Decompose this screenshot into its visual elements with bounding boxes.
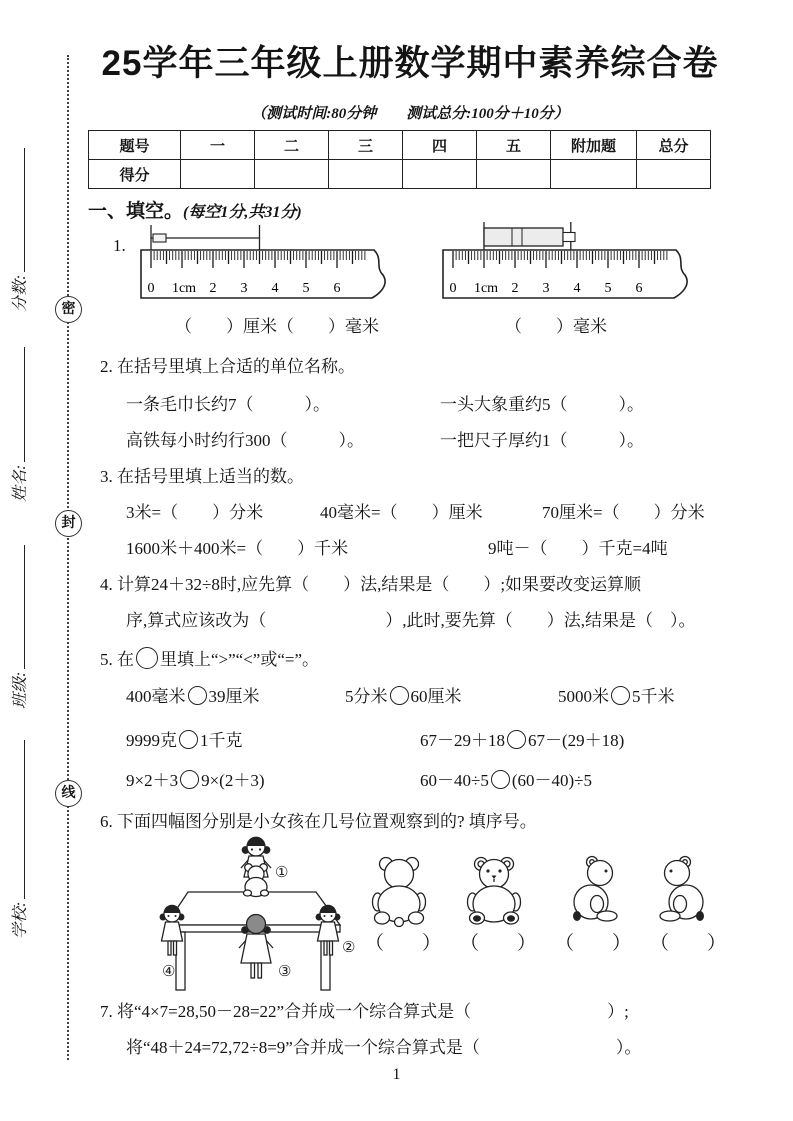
svg-text:6: 6 — [333, 281, 341, 296]
q7-line2: 将“48＋24=72,72÷8=9”合并成一个综合算式是（ ）。 — [126, 1038, 642, 1057]
svg-text:2: 2 — [511, 281, 519, 296]
score-col-5: 五 — [477, 131, 551, 160]
score-col-4: 四 — [403, 131, 477, 160]
compare-circle-icon — [179, 730, 198, 749]
q3-heading — [100, 462, 304, 487]
q2-item-towel: 一条毛巾长约7（ ）。 — [126, 395, 330, 414]
svg-text:0: 0 — [147, 281, 155, 296]
svg-text:5: 5 — [302, 281, 310, 296]
position-label-1: ① — [275, 865, 289, 881]
svg-text:1cm: 1cm — [171, 281, 197, 296]
score-cell — [403, 160, 477, 189]
svg-text:1cm: 1cm — [473, 281, 499, 296]
score-cell — [637, 160, 711, 189]
name-blank-line — [24, 347, 25, 462]
svg-text:2: 2 — [209, 281, 217, 296]
score-cell — [181, 160, 255, 189]
compare-circle-icon — [491, 770, 510, 789]
q5-compare-5: 67－29＋18 67－(29＋18) — [420, 731, 625, 750]
bear-right-side-view — [555, 852, 627, 930]
q4-line2: 序,算式应该改为（ ）,此时,要先算（ ）法,结果是（ ）。 — [126, 611, 696, 630]
score-table-header: 题号 — [89, 131, 181, 160]
score-cell — [255, 160, 329, 189]
svg-text:3: 3 — [542, 281, 550, 296]
q3-item-4: 1600米＋400米=（ ）千米 — [126, 539, 349, 558]
class-field — [6, 545, 30, 709]
score-blank-line — [24, 148, 25, 272]
measured-pin — [151, 225, 260, 250]
class-blank-line — [24, 545, 25, 669]
compare-circle-icon — [136, 647, 158, 669]
q5-compare-3: 5000米 5千米 — [558, 687, 675, 706]
paper-subtitle: （测试时间:80分钟 测试总分:100分＋10分） — [251, 106, 569, 122]
score-col-3: 三 — [329, 131, 403, 160]
score-col-total: 总分 — [637, 131, 711, 160]
q6-answer-blank-1: （ ） — [365, 933, 442, 954]
q2-item-train: 高铁每小时约行300（ ）。 — [126, 431, 364, 450]
q2-heading — [100, 352, 355, 377]
q2-item-elephant: 一头大象重约5（ ）。 — [440, 395, 644, 414]
section1-heading — [88, 196, 302, 223]
q1-answer-right: （ ）毫米 — [505, 317, 607, 336]
seal-char-xian: 线 — [55, 780, 82, 807]
q5-heading — [100, 645, 319, 670]
q7-line1 — [100, 997, 629, 1022]
score-cell — [329, 160, 403, 189]
school-field-label: 学校: — [12, 901, 29, 939]
q5-title-suffix: 里填上“>”“<”或“=”。 — [160, 650, 320, 669]
paper-title: 25学年三年级上册数学期中素养综合卷 — [101, 44, 719, 83]
score-cell — [551, 160, 637, 189]
q7-text-line1: 将“4×7=28,50－28=22”合并成一个综合算式是（ ）; — [117, 1002, 629, 1021]
school-blank-line — [24, 740, 25, 899]
score-cell — [477, 160, 551, 189]
q6-heading — [100, 807, 537, 832]
q6-answer-blank-2: （ ） — [460, 933, 537, 954]
svg-text:5: 5 — [604, 281, 612, 296]
q6-answer-blank-4: （ ） — [650, 933, 727, 954]
q5-compare-4: 9999克 1千克 — [126, 731, 243, 750]
svg-text:4: 4 — [573, 281, 581, 296]
bear-left-side-view — [650, 852, 722, 930]
name-field — [6, 347, 30, 502]
score-col-1: 一 — [181, 131, 255, 160]
q4-line1 — [100, 570, 641, 595]
svg-text:6: 6 — [635, 281, 643, 296]
bear-back-view — [365, 852, 437, 930]
compare-circle-icon — [180, 770, 199, 789]
score-col-2: 二 — [255, 131, 329, 160]
q3-item-1: 3米=（ ）分米 — [126, 503, 264, 522]
compare-circle-icon — [390, 686, 409, 705]
name-field-label: 姓名: — [12, 464, 29, 502]
measured-chalk — [484, 222, 575, 250]
q3-item-2: 40毫米=（ ）厘米 — [320, 503, 483, 522]
section1-note: (每空1分,共31分) — [183, 204, 302, 221]
compare-circle-icon — [611, 686, 630, 705]
compare-circle-icon — [188, 686, 207, 705]
q3-title: 在括号里填上适当的数。 — [117, 467, 304, 486]
q7-number: 7. — [100, 1002, 113, 1021]
position-label-3: ③ — [278, 964, 292, 980]
page-number: 1 — [392, 1066, 401, 1083]
seal-dotted-line — [67, 55, 69, 1060]
teddy-bear-on-table — [244, 864, 269, 897]
compare-circle-icon — [507, 730, 526, 749]
q5-number: 5. — [100, 650, 113, 669]
q6-title: 下面四幅图分别是小女孩在几号位置观察到的? 填序号。 — [117, 812, 537, 831]
ruler-right-illustration — [440, 219, 695, 306]
position-label-4: ④ — [162, 964, 176, 980]
ruler-left-illustration — [138, 222, 393, 306]
score-row-label: 得分 — [89, 160, 181, 189]
section1-title: 一、填空。 — [88, 201, 184, 222]
score-field — [6, 148, 30, 312]
seal-char-feng: 封 — [55, 510, 82, 537]
q2-item-ruler: 一把尺子厚约1（ ）。 — [440, 431, 644, 450]
q6-answer-blank-3: （ ） — [555, 933, 632, 954]
q6-number: 6. — [100, 812, 113, 831]
bear-front-view — [460, 852, 532, 930]
position-label-2: ② — [342, 940, 356, 956]
svg-text:0: 0 — [449, 281, 457, 296]
q5-compare-6: 9×2＋3 9×(2＋3) — [126, 771, 265, 790]
seal-char-mi: 密 — [55, 296, 82, 323]
score-col-extra: 附加题 — [551, 131, 637, 160]
score-field-label: 分数: — [12, 274, 29, 312]
q3-number: 3. — [100, 467, 113, 486]
q5-title-prefix: 在 — [117, 650, 134, 669]
q4-number: 4. — [100, 575, 113, 594]
q4-text-line1: 计算24＋32÷8时,应先算（ ）法,结果是（ ）;如果要改变运算顺 — [117, 575, 642, 594]
q3-item-5: 9吨－（ ）千克=4吨 — [488, 539, 668, 558]
svg-text:3: 3 — [240, 281, 248, 296]
q3-item-3: 70厘米=（ ）分米 — [542, 503, 705, 522]
q1-answer-left: （ ）厘米（ ）毫米 — [175, 317, 379, 336]
score-table — [88, 130, 711, 189]
q5-compare-2: 5分米 60厘米 — [345, 687, 462, 706]
q1-number: 1. — [113, 236, 126, 255]
q2-title: 在括号里填上合适的单位名称。 — [117, 357, 355, 376]
svg-text:4: 4 — [271, 281, 279, 296]
school-field — [6, 740, 30, 939]
q2-number: 2. — [100, 357, 113, 376]
observation-scene-illustration — [148, 830, 363, 1002]
q5-compare-1: 400毫米 39厘米 — [126, 687, 260, 706]
q5-compare-7: 60－40÷5 (60－40)÷5 — [420, 771, 592, 790]
class-field-label: 班级: — [12, 671, 29, 709]
